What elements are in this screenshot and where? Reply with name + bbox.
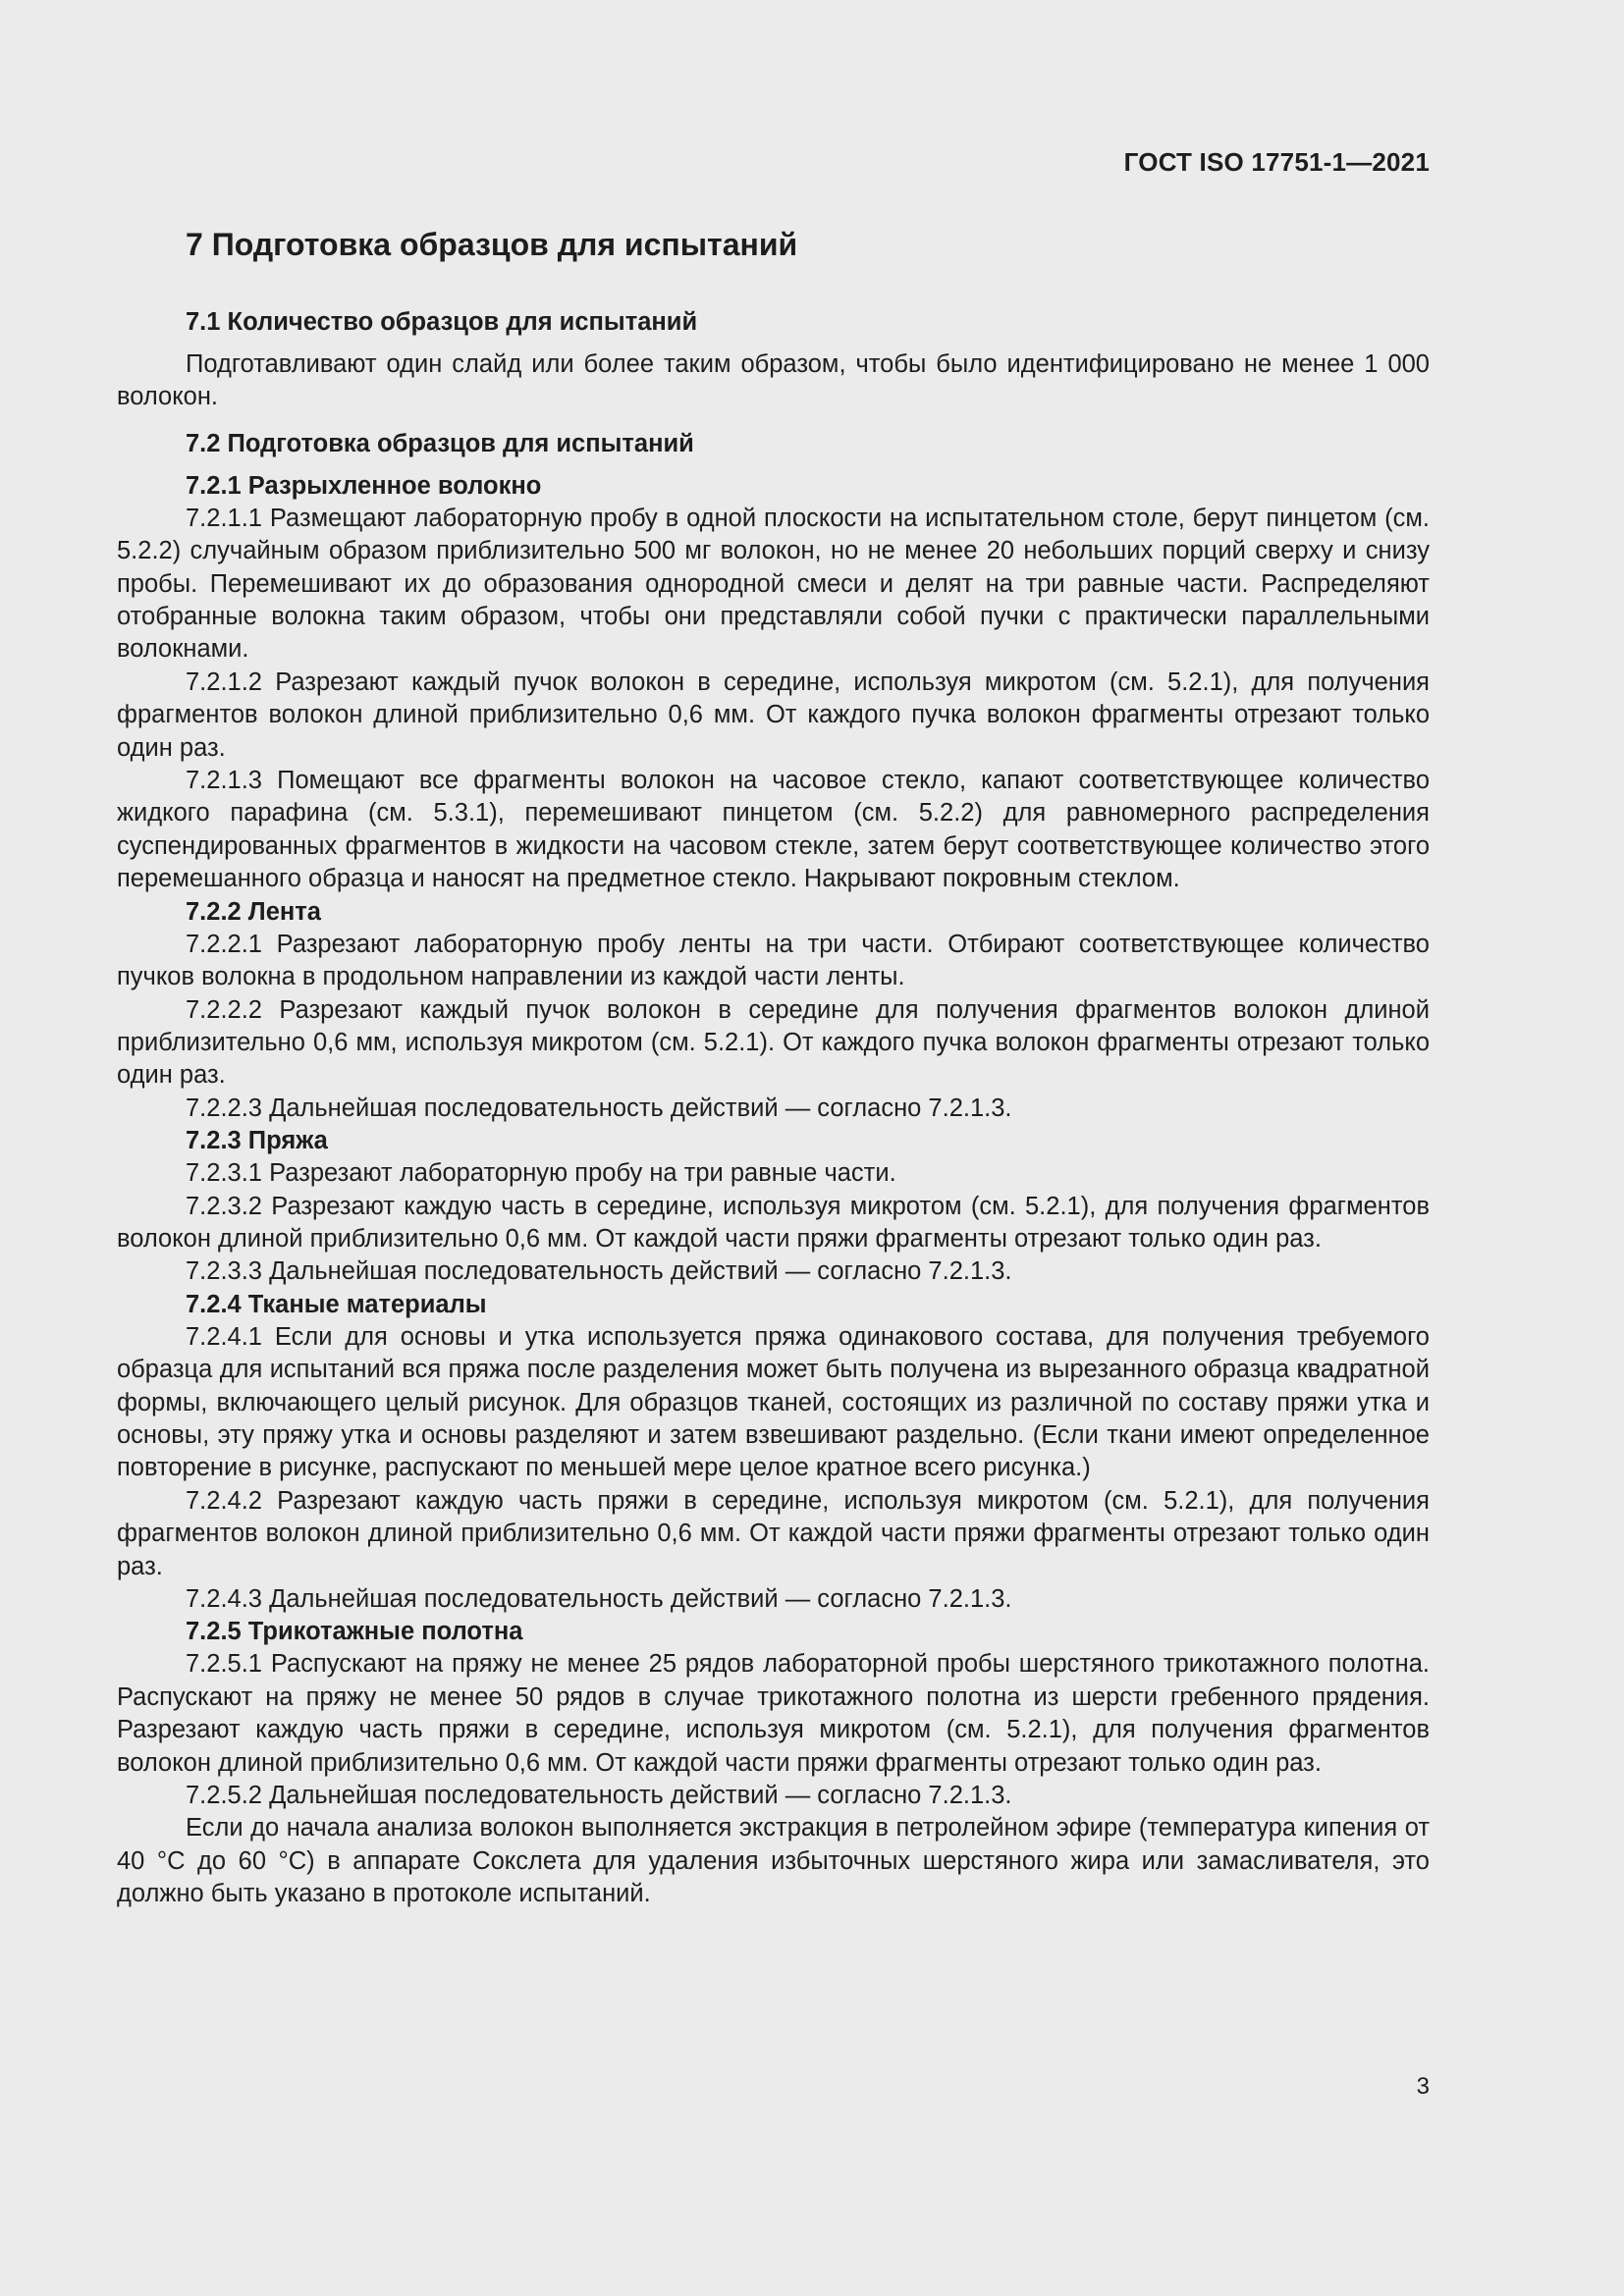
paragraph-7-2-5-2: 7.2.5.2 Дальнейшая последовательность действий — согласно 7.2.1.3. xyxy=(186,1782,1012,1810)
paragraph-7-2-4-3: 7.2.4.3 Дальнейшая последовательность действий — согласно 7.2.1.3. xyxy=(186,1585,1012,1613)
paragraph-7-2-1-1: 7.2.1.1 Размещают лабораторную пробу в одной плоскости на испытательном столе, берут пинцетом (см. 5.2.2) случайным образом приблизительно 500 мг волокон, но не менее 20 небольших порций сверху и снизу пробы. Перемешивают их до образования однородной смеси и делят на три равные части. Распределяют отобранные волокна таким образом, чтобы они представляли собой пучки с практически параллельными волокнами. xyxy=(117,504,1430,664)
paragraph-7-2-4-1: 7.2.4.1 Если для основы и утка используется пряжа одинакового состава, для получения требуемого образца для испытаний вся пряжа после разделения может быть получена из вырезанного образца квадратной формы, включающего целый рисунок. Для образцов тканей, состоящих из различной по составу пряжи утка и основы, эту пряжу утка и основы разделяют и затем взвешивают раздельно. (Если ткани имеют определенное повторение в рисунке, распускают по меньшей мере целое кратное всего рисунка.) xyxy=(117,1322,1430,1482)
section-7-2-3-title: 7.2.3 Пряжа xyxy=(186,1127,328,1155)
paragraph-7-2-3-2: 7.2.3.2 Разрезают каждую часть в середине, используя микротом (см. 5.2.1), для получения фрагментов волокон длиной приблизительно 0,6 мм. От каждой части пряжи фрагменты отрезают только один раз. xyxy=(117,1192,1430,1253)
paragraph-7-2-5-1: 7.2.5.1 Распускают на пряжу не менее 25 рядов лабораторной пробы шерстяного трикотажного полотна. Распускают на пряжу не менее 50 рядов в случае трикотажного полотна из шерсти гребенного прядения. Разрезают каждую часть пряжи в середине, используя микротом (см. 5.2.1), для получения фрагментов волокон длиной приблизительно 0,6 мм. От каждой части пряжи фрагменты отрезают только один раз. xyxy=(117,1650,1430,1777)
paragraph-7-2-2-1: 7.2.2.1 Разрезают лабораторную пробу ленты на три части. Отбирают соответствующее количество пучков волокна в продольном направлении из каждой части ленты. xyxy=(117,930,1430,991)
paragraph-7-2-2-3: 7.2.2.3 Дальнейшая последовательность действий — согласно 7.2.1.3. xyxy=(186,1094,1012,1122)
paragraph-7-2-3-1: 7.2.3.1 Разрезают лабораторную пробу на три равные части. xyxy=(186,1159,896,1188)
paragraph-7-2-3-3: 7.2.3.3 Дальнейшая последовательность действий — согласно 7.2.1.3. xyxy=(186,1257,1012,1286)
document-body xyxy=(117,222,1430,1911)
paragraph-7-2-4-2: 7.2.4.2 Разрезают каждую часть пряжи в середине, используя микротом (см. 5.2.1), для получения фрагментов волокон длиной приблизительно 0,6 мм. От каждой части пряжи фрагменты отрезают только один раз. xyxy=(117,1486,1430,1580)
paragraph-7-2-1-2: 7.2.1.2 Разрезают каждый пучок волокон в середине, используя микротом (см. 5.2.1), для получения фрагментов волокон длиной приблизительно 0,6 мм. От каждого пучка волокон фрагменты отрезают только один раз. xyxy=(117,667,1430,762)
section-7-2-4-title: 7.2.4 Тканые материалы xyxy=(186,1290,487,1318)
section-7-2-2-title: 7.2.2 Лента xyxy=(186,897,321,926)
paragraph-7-2-1-3: 7.2.1.3 Помещают все фрагменты волокон на часовое стекло, капают соответствующее количество жидкого парафина (см. 5.3.1), перемешивают пинцетом (см. 5.2.2) для равномерного распределения суспендированных фрагментов в жидкости на часовом стекле, затем берут соответствующее количество этого перемешанного образца и наносят на предметное стекло. Накрывают покровным стеклом. xyxy=(117,767,1430,893)
paragraph-7-2-2-2: 7.2.2.2 Разрезают каждый пучок волокон в середине для получения фрагментов волокон длиной приблизительно 0,6 мм, используя микротом (см. 5.2.1). От каждого пучка волокон фрагменты отрезают только один раз. xyxy=(117,995,1430,1090)
section-7-1-title: 7.1 Количество образцов для испытаний xyxy=(186,308,698,336)
paragraph-7-1: Подготавливают один слайд или более таким образом, чтобы было идентифицировано не менее 1 000 волокон. xyxy=(117,350,1430,411)
section-7-title: 7 Подготовка образцов для испытаний xyxy=(186,227,798,262)
section-7-2-1-title: 7.2.1 Разрыхленное волокно xyxy=(186,471,542,500)
paragraph-extraction-note: Если до начала анализа волокон выполняется экстракция в петролейном эфире (температура кипения от 40 °С до 60 °С) в аппарате Сокслета для удаления избыточных шерстяного жира или замасливателя, это должно быть указано в протоколе испытаний. xyxy=(117,1814,1430,1908)
document-code: ГОСТ ISO 17751-1—2021 xyxy=(1123,147,1430,177)
section-7-2-title: 7.2 Подготовка образцов для испытаний xyxy=(186,429,694,457)
section-7-2-5-title: 7.2.5 Трикотажные полотна xyxy=(186,1618,523,1646)
page-number: 3 xyxy=(1416,2073,1430,2100)
